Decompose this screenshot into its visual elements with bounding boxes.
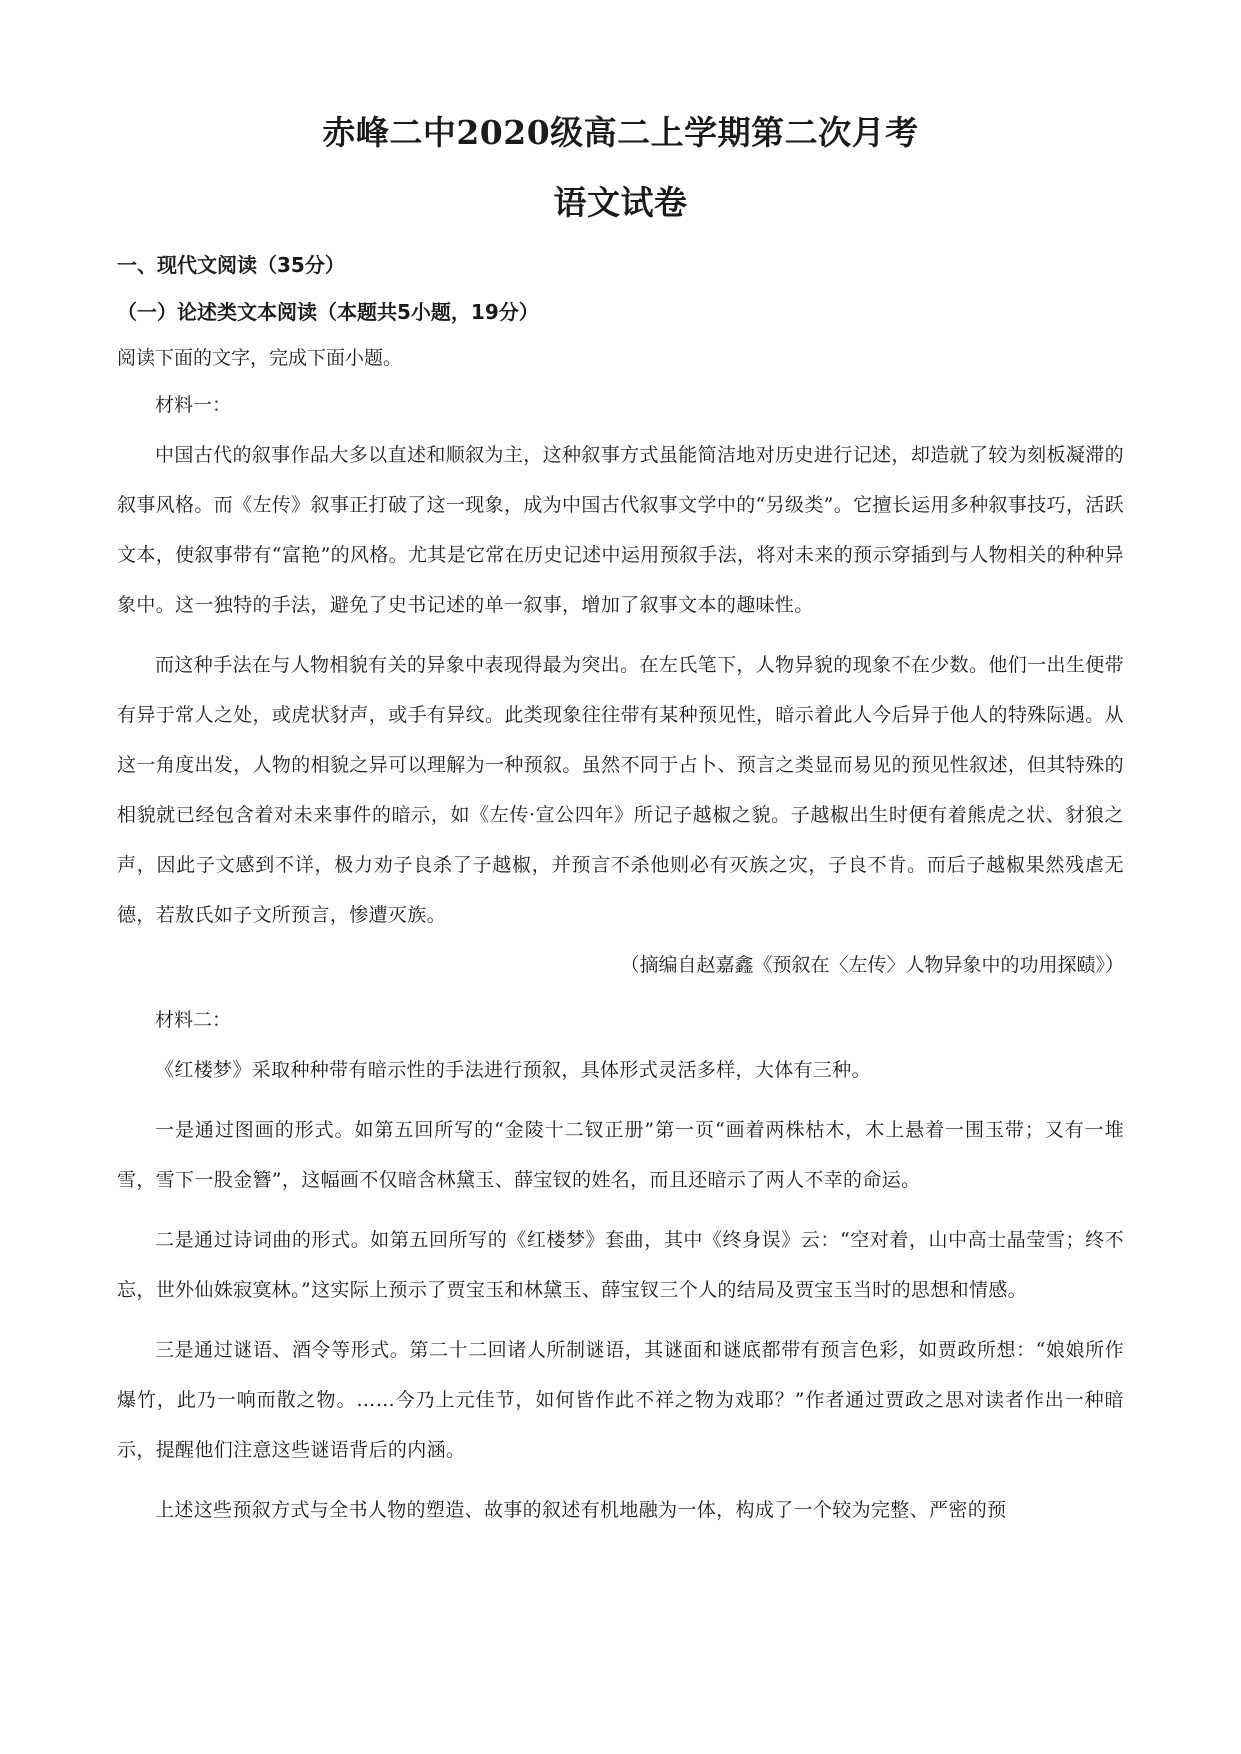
exam-subtitle: 语文试卷 <box>553 183 688 222</box>
material-two-paragraph: 一是通过图画的形式。如第五回所写的“金陵十二钗正册”第一页“画着两株枯木，木上悬着一围玉带；又有一堆雪，雪下一股金簪”，这幅画不仅暗含林黛玉、薛宝钗的姓名，而且还暗示了两人不幸的命运。 <box>117 1119 1124 1191</box>
material-two-paragraph: 《红楼梦》采取种种带有暗示性的手法进行预叙，具体形式灵活多样，大体有三种。 <box>155 1059 871 1081</box>
part-heading: （一）论述类文本阅读（本题共5小题，19分） <box>117 300 539 324</box>
exam-title: 赤峰二中2020级高二上学期第二次月考 <box>322 113 919 152</box>
material-two-paragraph: 三是通过谜语、酒令等形式。第二十二回诸人所制谜语，其谜面和谜底都带有预言色彩，如贾政所想：“娘娘所作爆竹，此乃一响而散之物。……今乃上元佳节，如何皆作此不祥之物为戏耶？”作者通过贾政之思对读者作出一种暗示，提醒他们注意这些谜语背后的内涵。 <box>117 1339 1124 1461</box>
material-one-label: 材料一： <box>155 394 232 416</box>
material-two-label: 材料二： <box>155 1009 232 1031</box>
material-one-paragraph: 中国古代的叙事作品大多以直述和顺叙为主，这种叙事方式虽能简洁地对历史进行记述，却造就了较为刻板凝滞的叙事风格。而《左传》叙事正打破了这一现象，成为中国古代叙事文学中的“另级类”。它擅长运用多种叙事技巧，活跃文本，使叙事带有“富艳”的风格。尤其是它常在历史记述中运用预叙手法，将对未来的预示穿插到与人物相关的种种异象中。这一独特的手法，避免了史书记述的单一叙事，增加了叙事文本的趣味性。 <box>117 444 1124 616</box>
material-two-paragraph: 上述这些预叙方式与全书人物的塑造、故事的叙述有机地融为一体，构成了一个较为完整、严密的预 <box>155 1499 1007 1521</box>
material-one-paragraph: 而这种手法在与人物相貌有关的异象中表现得最为突出。在左氏笔下，人物异貌的现象不在少数。他们一出生便带有异于常人之处，或虎状豺声，或手有异纹。此类现象往往带有某种预见性，暗示着此人今后异于他人的特殊际遇。从这一角度出发，人物的相貌之异可以理解为一种预叙。虽然不同于占卜、预言之类显而易见的预见性叙述，但其特殊的相貌就已经包含着对未来事件的暗示，如《左传·宣公四年》所记子越椒之貌。子越椒出生时便有着熊虎之状、豺狼之声，因此子文感到不详，极力劝子良杀了子越椒，并预言不杀他则必有灭族之灾，子良不肯。而后子越椒果然残虐无德，若敖氏如子文所预言，惨遭灭族。 <box>117 654 1124 926</box>
material-one-source: （摘编自赵嘉鑫《预叙在〈左传〉人物异象中的功用探赜》） <box>620 954 1124 976</box>
section-heading: 一、现代文阅读（35分） <box>117 253 345 277</box>
instruction-text: 阅读下面的文字，完成下面小题。 <box>117 347 403 369</box>
material-two-paragraph: 二是通过诗词曲的形式。如第五回所写的《红楼梦》套曲，其中《终身误》云：“空对着，山中高士晶莹雪；终不忘，世外仙姝寂寞林。”这实际上预示了贾宝玉和林黛玉、薛宝钗三个人的结局及贾宝玉当时的思想和情感。 <box>117 1229 1124 1301</box>
